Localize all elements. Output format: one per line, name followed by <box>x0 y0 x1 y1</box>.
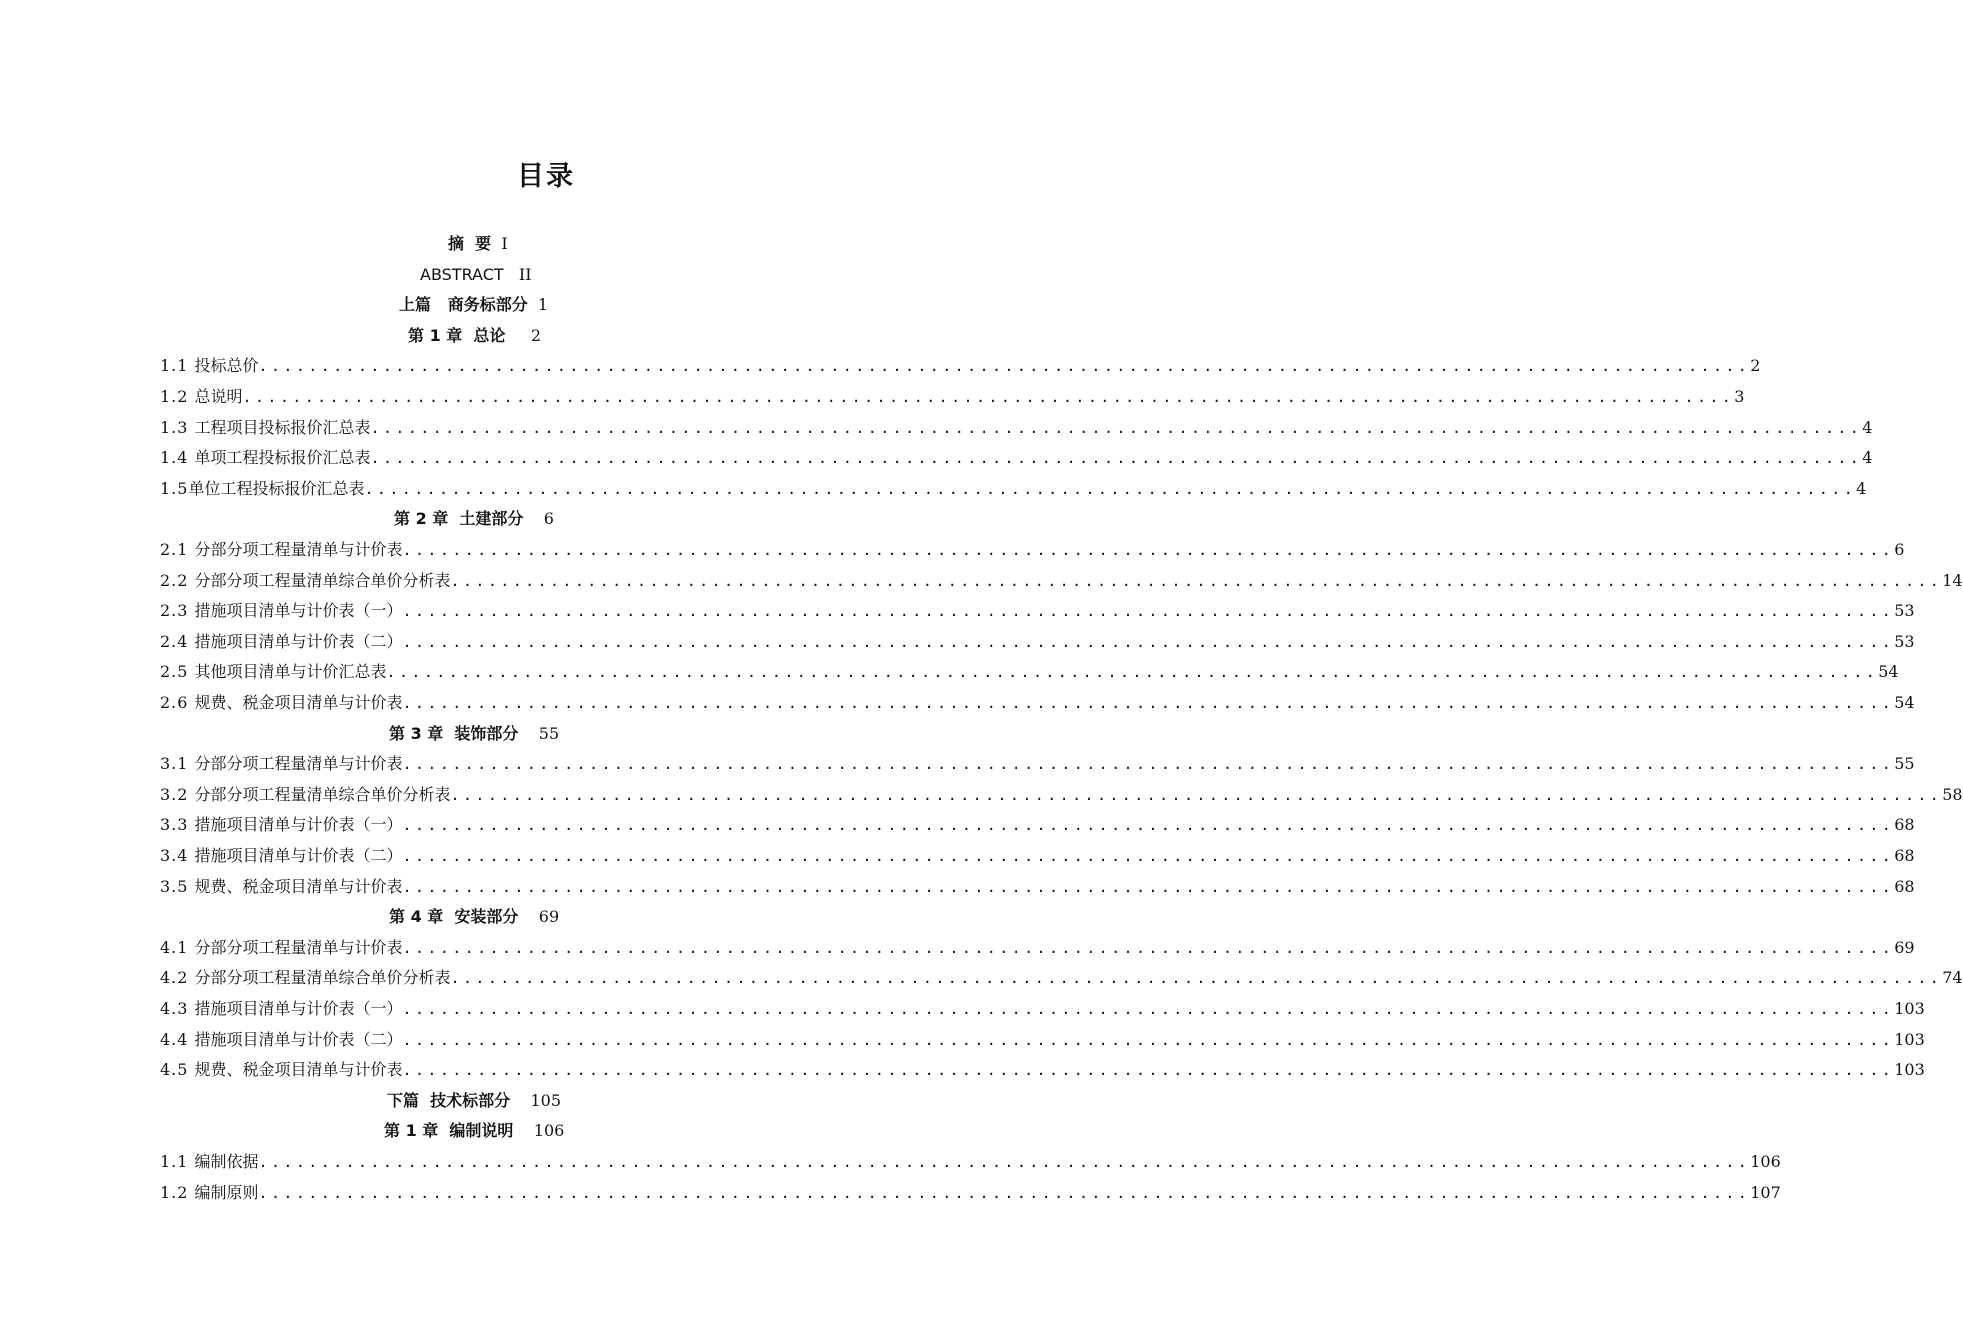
toc-entry-number: 3.3 <box>160 815 195 834</box>
toc-entry-number: 1.2 <box>160 387 195 406</box>
toc-entry-title: 单位工程投标报价汇总表 <box>188 479 365 498</box>
toc-entry-title: 单项工程投标报价汇总表 <box>194 448 371 467</box>
toc-heading-title: 第 2 章 土建部分 <box>394 509 524 528</box>
toc-entry-page: 69 <box>1894 938 1915 957</box>
toc-entry[interactable] <box>160 872 1915 902</box>
toc-entry-page: 68 <box>1894 815 1915 834</box>
dot-leader: ........................................................................................................................ <box>402 694 1895 712</box>
toc-entry-number: 1.5 <box>160 479 189 498</box>
dot-leader: ........................................................................................................................ <box>386 663 1879 681</box>
toc-entry-page: 106 <box>1750 1152 1781 1171</box>
toc-entry-title: 分部分项工程量清单综合单价分析表 <box>194 571 451 590</box>
toc-heading[interactable] <box>0 1086 950 1116</box>
dot-leader: ........................................................................................................................ <box>402 541 1895 559</box>
toc-entry-number: 1.3 <box>160 418 195 437</box>
toc-entry-title: 其他项目清单与计价汇总表 <box>194 662 387 681</box>
toc-entry[interactable] <box>160 688 1915 718</box>
toc-entry-page: 107 <box>1750 1183 1781 1202</box>
toc-entry-number: 2.3 <box>160 601 195 620</box>
toc-heading-title: 下篇 技术标部分 <box>387 1091 511 1110</box>
toc-heading-title: 第 1 章 编制说明 <box>384 1121 514 1140</box>
toc-entry-page: 55 <box>1894 754 1915 773</box>
toc-entry[interactable] <box>160 749 1915 779</box>
toc-entry-page: 103 <box>1894 1030 1925 1049</box>
dot-leader: ........................................................................................................................ <box>402 878 1895 896</box>
dot-leader: ........................................................................................................................ <box>242 388 1735 406</box>
toc-entry[interactable] <box>160 963 1963 993</box>
dot-leader: ........................................................................................................................ <box>402 633 1895 651</box>
toc-entry-page: 6 <box>1894 540 1905 559</box>
toc-entry-number: 3.4 <box>160 846 195 865</box>
toc-entry[interactable] <box>160 474 1867 504</box>
toc-heading[interactable] <box>0 321 950 351</box>
toc-heading-title: ABSTRACT <box>420 265 504 284</box>
toc-entry-page: 54 <box>1894 693 1915 712</box>
dot-leader: ........................................................................................................................ <box>450 969 1943 987</box>
toc-entry[interactable] <box>160 382 1745 412</box>
toc-entry-title: 规费、税金项目清单与计价表 <box>194 877 403 896</box>
toc-entry-page: 68 <box>1894 877 1915 896</box>
toc-entry-number: 2.1 <box>160 540 195 559</box>
toc-heading[interactable] <box>0 229 950 259</box>
toc-entry-number: 4.1 <box>160 938 195 957</box>
toc-entry-title: 措施项目清单与计价表（一） <box>194 601 403 620</box>
toc-entry-title: 措施项目清单与计价表（一） <box>194 815 403 834</box>
toc-entry-title: 投标总价 <box>194 356 259 375</box>
toc-entry-title: 分部分项工程量清单综合单价分析表 <box>194 785 451 804</box>
toc-entry-title: 规费、税金项目清单与计价表 <box>194 1060 403 1079</box>
toc-entry[interactable] <box>160 1178 1781 1208</box>
toc-entry-number: 1.1 <box>160 1152 195 1171</box>
dot-leader: ........................................................................................................................ <box>402 816 1895 834</box>
dot-leader: ........................................................................................................................ <box>402 602 1895 620</box>
dot-leader: ........................................................................................................................ <box>258 1153 1751 1171</box>
toc-entry[interactable] <box>160 933 1915 963</box>
toc-entry-title: 分部分项工程量清单与计价表 <box>194 540 403 559</box>
toc-heading-title: 第 3 章 装饰部分 <box>389 724 519 743</box>
toc-entry[interactable] <box>160 627 1915 657</box>
toc-heading-page: 55 <box>538 724 560 743</box>
toc-entry-page: 74 <box>1942 968 1963 987</box>
dot-leader: ........................................................................................................................ <box>402 1061 1895 1079</box>
toc-entry-number: 4.2 <box>160 968 195 987</box>
toc-entry[interactable] <box>160 596 1915 626</box>
toc-entry[interactable] <box>160 780 1963 810</box>
toc-entry[interactable] <box>160 1055 1925 1085</box>
toc-heading-page: 1 <box>537 295 549 314</box>
toc-entry[interactable] <box>160 443 1873 473</box>
toc-entry[interactable] <box>160 566 1963 596</box>
page-title: 目录 <box>517 161 575 192</box>
toc-heading[interactable] <box>0 260 950 290</box>
toc-heading[interactable] <box>0 1116 950 1146</box>
toc-entry-page: 14 <box>1942 571 1963 590</box>
dot-leader: ........................................................................................................................ <box>258 357 1751 375</box>
dot-leader: ........................................................................................................................ <box>258 1184 1751 1202</box>
toc-entry-number: 2.2 <box>160 571 195 590</box>
toc-entry-title: 分部分项工程量清单与计价表 <box>194 754 403 773</box>
toc-heading-page: 106 <box>533 1121 565 1140</box>
toc-entry-page: 68 <box>1894 846 1915 865</box>
toc-heading[interactable] <box>0 719 950 749</box>
toc-entry-title: 编制原则 <box>194 1183 259 1202</box>
toc-heading-title: 上篇 商务标部分 <box>399 295 528 314</box>
toc-entry-title: 总说明 <box>194 387 243 406</box>
toc-heading-title: 第 4 章 安装部分 <box>389 907 519 926</box>
toc-entry-number: 1.2 <box>160 1183 195 1202</box>
toc-entry[interactable] <box>160 1025 1925 1055</box>
toc-entry-page: 53 <box>1894 601 1915 620</box>
toc-entry-number: 1.1 <box>160 356 195 375</box>
toc-entry-number: 4.5 <box>160 1060 195 1079</box>
toc-entry-number: 4.3 <box>160 999 195 1018</box>
toc-entry[interactable] <box>160 351 1761 381</box>
toc-entry-number: 4.4 <box>160 1030 195 1049</box>
toc-entry-title: 措施项目清单与计价表（二） <box>194 846 403 865</box>
toc-entry-page: 4 <box>1856 479 1867 498</box>
toc-entry-title: 措施项目清单与计价表（二） <box>194 632 403 651</box>
toc-entry-title: 分部分项工程量清单与计价表 <box>194 938 403 957</box>
toc-entry-number: 2.6 <box>160 693 195 712</box>
dot-leader: ........................................................................................................................ <box>364 480 1857 498</box>
toc-entry[interactable] <box>160 841 1915 871</box>
toc-heading[interactable] <box>0 504 950 534</box>
toc-entry-page: 103 <box>1894 1060 1925 1079</box>
toc-entry-title: 工程项目投标报价汇总表 <box>194 418 371 437</box>
toc-entry-page: 4 <box>1862 418 1873 437</box>
dot-leader: ........................................................................................................................ <box>450 572 1943 590</box>
toc-entry[interactable] <box>160 657 1899 687</box>
dot-leader: ........................................................................................................................ <box>402 939 1895 957</box>
toc-entry[interactable] <box>160 994 1925 1024</box>
toc-heading-page: 6 <box>543 509 554 528</box>
toc-entry-page: 54 <box>1878 662 1899 681</box>
toc-entry-page: 3 <box>1734 387 1745 406</box>
toc-entry-title: 编制依据 <box>194 1152 259 1171</box>
toc-entry-title: 措施项目清单与计价表（一） <box>194 999 403 1018</box>
toc-entry-page: 103 <box>1894 999 1925 1018</box>
toc-entry-number: 3.5 <box>160 877 195 896</box>
dot-leader: ........................................................................................................................ <box>402 847 1895 865</box>
toc-entry-number: 3.2 <box>160 785 195 804</box>
dot-leader: ........................................................................................................................ <box>402 755 1895 773</box>
toc-entry-page: 53 <box>1894 632 1915 651</box>
toc-entry-title: 措施项目清单与计价表（二） <box>194 1030 403 1049</box>
toc-heading-page: II <box>518 265 532 284</box>
toc-entry-title: 规费、税金项目清单与计价表 <box>194 693 403 712</box>
toc-entry-number: 3.1 <box>160 754 195 773</box>
toc-heading-page: 2 <box>530 326 542 345</box>
toc-entry-page: 2 <box>1750 356 1761 375</box>
toc-entry-page: 4 <box>1862 448 1873 467</box>
toc-entry-number: 1.4 <box>160 448 195 467</box>
dot-leader: ........................................................................................................................ <box>370 449 1863 467</box>
toc-entry-number: 2.5 <box>160 662 195 681</box>
dot-leader: ........................................................................................................................ <box>370 419 1863 437</box>
toc-entry[interactable] <box>160 535 1905 565</box>
dot-leader: ........................................................................................................................ <box>450 786 1943 804</box>
toc-heading[interactable] <box>0 290 950 320</box>
toc-entry[interactable] <box>160 810 1915 840</box>
toc-heading-page: 69 <box>538 907 560 926</box>
toc-entry-page: 58 <box>1942 785 1963 804</box>
dot-leader: ........................................................................................................................ <box>402 1031 1895 1049</box>
toc-heading[interactable] <box>0 902 950 932</box>
toc-entry[interactable] <box>160 413 1873 443</box>
toc-entry-title: 分部分项工程量清单综合单价分析表 <box>194 968 451 987</box>
toc-heading-title: 摘 要 <box>448 234 492 253</box>
toc-heading-page: I <box>501 234 508 253</box>
toc-heading-title: 第 1 章 总论 <box>408 326 506 345</box>
dot-leader: ........................................................................................................................ <box>402 1000 1895 1018</box>
toc-entry[interactable] <box>160 1147 1781 1177</box>
toc-heading-page: 105 <box>530 1091 562 1110</box>
toc-entry-number: 2.4 <box>160 632 195 651</box>
